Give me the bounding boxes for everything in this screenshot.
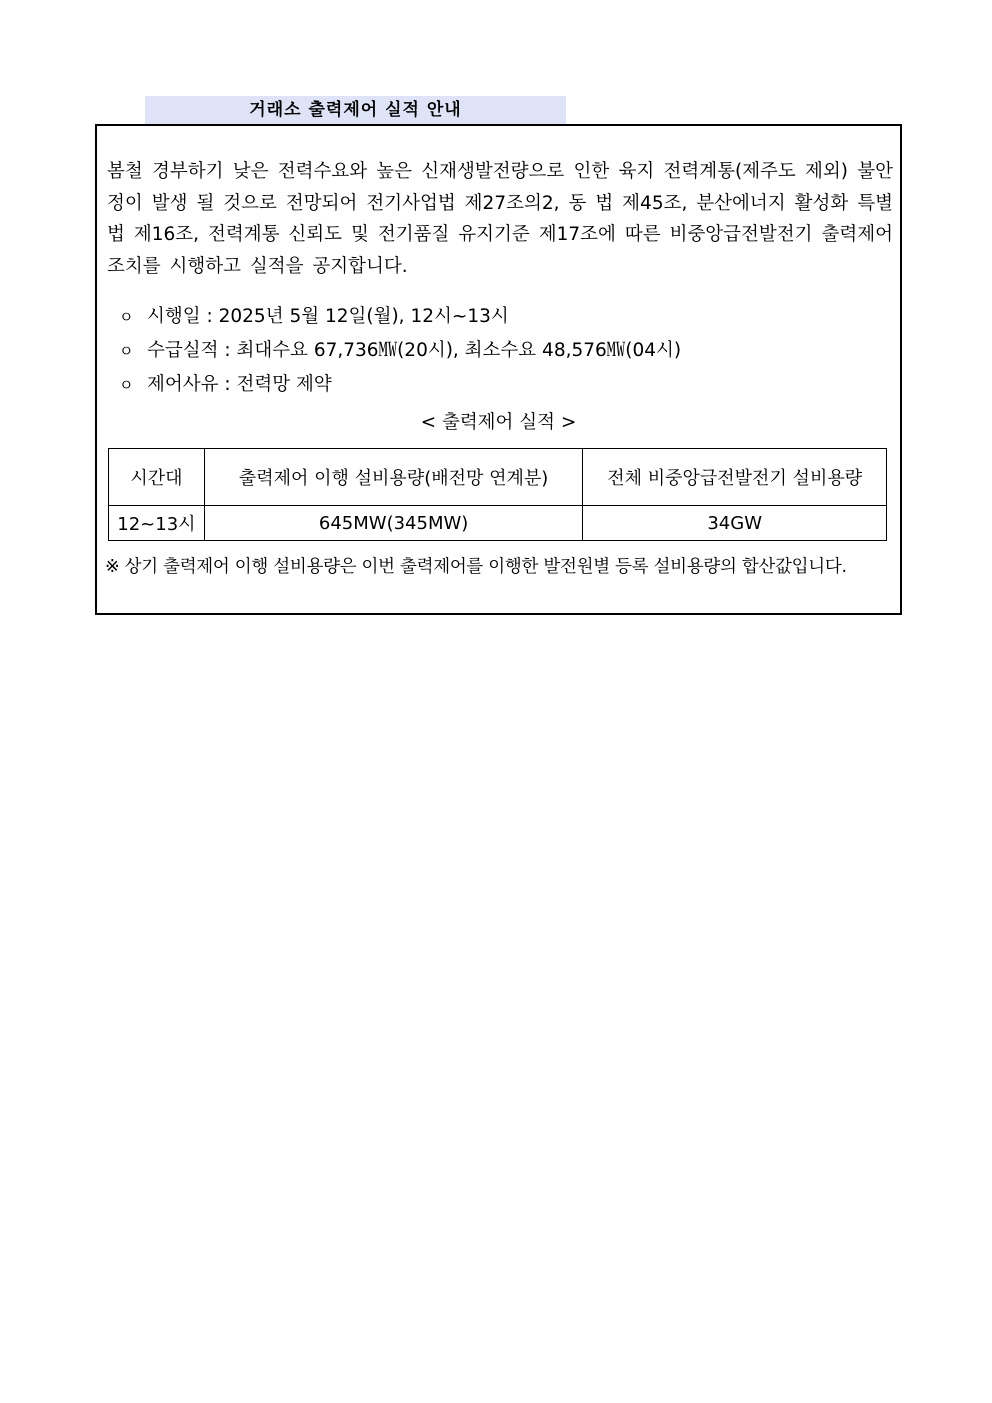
footnote: ※ 상기 출력제어 이행 설비용량은 이번 출력제어를 이행한 발전원별 등록 설비용량의 합산값입니다. <box>105 557 847 577</box>
cell-curtailed-capacity: 645MW(345MW) <box>204 506 582 541</box>
bullet-item-demand <box>119 334 681 368</box>
table-row <box>109 506 887 541</box>
table-header-row <box>109 449 887 506</box>
bullet-text: 시행일 : 2025년 5월 12일(월), 12시~13시 <box>147 306 509 327</box>
cell-total-capacity: 34GW <box>583 506 887 541</box>
bullet-text: 제어사유 : 전력망 제약 <box>147 374 332 395</box>
header-total-capacity: 전체 비중앙급전발전기 설비용량 <box>583 449 887 506</box>
bullet-circle-icon: ㅇ <box>119 376 134 394</box>
notice-body-text: 봄철 경부하기 낮은 전력수요와 높은 신재생발전량으로 인한 육지 전력계통(제주도 제외) 불안정이 발생 될 것으로 전망되어 전기사업법 제27조의2, 동 법 제45조, 분산에너지 활성화 특별법 제16조, 전력계통 신뢰도 및 전기품질 유지기준 제17조에 따른 비중앙급전발전기 출력제어 조치를 시행하고 실적을 공지합니다. <box>107 161 893 277</box>
bullet-item-date <box>119 300 681 334</box>
notice-box <box>95 124 902 615</box>
notice-title: 거래소 출력제어 실적 안내 <box>145 96 566 125</box>
header-curtailed-capacity: 출력제어 이행 설비용량(배전망 연계분) <box>204 449 582 506</box>
header-time-slot: 시간대 <box>109 449 205 506</box>
bullet-circle-icon: ㅇ <box>119 308 134 326</box>
bullet-circle-icon: ㅇ <box>119 342 134 360</box>
bullet-text: 수급실적 : 최대수요 67,736㎿(20시), 최소수요 48,576㎿(04시) <box>147 340 682 361</box>
curtailment-table <box>108 448 887 541</box>
bullet-item-reason <box>119 368 681 402</box>
summary-bullet-list <box>119 300 681 402</box>
table-caption: < 출력제어 실적 > <box>420 412 577 433</box>
cell-time-slot: 12~13시 <box>109 506 205 541</box>
